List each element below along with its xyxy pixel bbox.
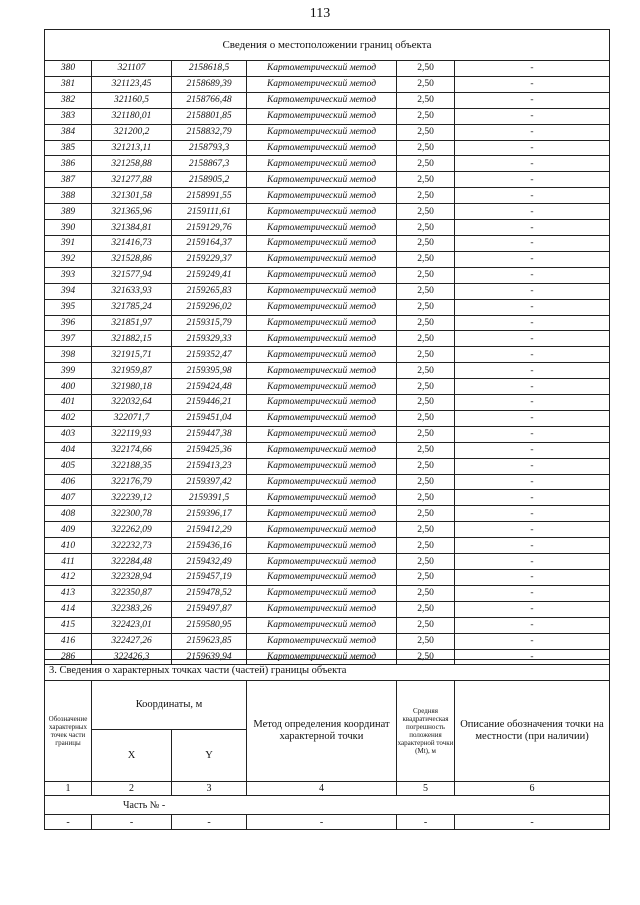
table-row — [45, 570, 610, 586]
description: - — [455, 506, 610, 522]
table-row — [45, 363, 610, 379]
coord-x: 322071,7 — [92, 410, 172, 426]
precision: 2,50 — [397, 331, 455, 347]
method: Картометрический метод — [247, 426, 397, 442]
method: Картометрический метод — [247, 363, 397, 379]
method: Картометрический метод — [247, 267, 397, 283]
point-number: 389 — [45, 204, 92, 220]
precision: 2,50 — [397, 299, 455, 315]
point-number: 384 — [45, 124, 92, 140]
point-number: 402 — [45, 410, 92, 426]
table-row — [45, 410, 610, 426]
coord-y: 2159446,21 — [172, 395, 247, 411]
precision: 2,50 — [397, 363, 455, 379]
coord-x: 321200,2 — [92, 124, 172, 140]
method: Картометрический метод — [247, 124, 397, 140]
coord-y: 2159315,79 — [172, 315, 247, 331]
table-row — [45, 331, 610, 347]
precision: 2,50 — [397, 601, 455, 617]
point-number: 398 — [45, 347, 92, 363]
coord-x: 321882,15 — [92, 331, 172, 347]
part-points-table — [44, 659, 610, 830]
coord-y: 2159478,52 — [172, 585, 247, 601]
point-number: 394 — [45, 283, 92, 299]
method: Картометрический метод — [247, 601, 397, 617]
coord-x: 321258,88 — [92, 156, 172, 172]
col-number: 5 — [397, 782, 455, 796]
point-number: 399 — [45, 363, 92, 379]
table-row — [45, 601, 610, 617]
method: Картометрический метод — [247, 410, 397, 426]
method: Картометрический метод — [247, 347, 397, 363]
coord-x: 321301,58 — [92, 188, 172, 204]
description: - — [455, 426, 610, 442]
col-number: 3 — [172, 782, 247, 796]
precision: 2,50 — [397, 92, 455, 108]
method: Картометрический метод — [247, 585, 397, 601]
precision: 2,50 — [397, 172, 455, 188]
point-number: 409 — [45, 522, 92, 538]
point-number: 401 — [45, 395, 92, 411]
coord-x: 321915,71 — [92, 347, 172, 363]
coord-x: 322188,35 — [92, 458, 172, 474]
coord-y: 2159412,29 — [172, 522, 247, 538]
table-row — [45, 61, 610, 77]
table-row — [45, 585, 610, 601]
precision: 2,50 — [397, 570, 455, 586]
coord-x: 321959,87 — [92, 363, 172, 379]
coord-x: 321384,81 — [92, 220, 172, 236]
coord-y: 2159424,48 — [172, 379, 247, 395]
method: Картометрический метод — [247, 220, 397, 236]
table-row — [45, 442, 610, 458]
method: Картометрический метод — [247, 522, 397, 538]
coord-x: 322239,12 — [92, 490, 172, 506]
coord-y: 2159623,85 — [172, 633, 247, 649]
table-row — [45, 379, 610, 395]
method: Картометрический метод — [247, 188, 397, 204]
coord-y: 2159639,94 — [172, 649, 247, 665]
table-row — [45, 188, 610, 204]
coord-x: 321180,01 — [92, 108, 172, 124]
precision: 2,50 — [397, 538, 455, 554]
table-row — [45, 490, 610, 506]
coord-y: 2159352,47 — [172, 347, 247, 363]
empty-cell: - — [247, 815, 397, 830]
coord-y: 2159457,19 — [172, 570, 247, 586]
x-header: X — [92, 730, 172, 782]
point-number: 392 — [45, 251, 92, 267]
col-number: 4 — [247, 782, 397, 796]
description: - — [455, 140, 610, 156]
point-number: 381 — [45, 76, 92, 92]
precision: 2,50 — [397, 474, 455, 490]
point-number: 406 — [45, 474, 92, 490]
method: Картометрический метод — [247, 474, 397, 490]
point-number: 397 — [45, 331, 92, 347]
point-number: 387 — [45, 172, 92, 188]
section-title: Сведения о местоположении границ объекта — [45, 30, 610, 61]
empty-cell: - — [172, 815, 247, 830]
coord-y: 2159249,41 — [172, 267, 247, 283]
coord-y: 2159397,42 — [172, 474, 247, 490]
point-number: 410 — [45, 538, 92, 554]
precision-header: Средняя квадратическая погрешность положения характерной точки (Мt), м — [397, 681, 455, 782]
coord-x: 322032,64 — [92, 395, 172, 411]
table-row — [45, 124, 610, 140]
description: - — [455, 283, 610, 299]
precision: 2,50 — [397, 585, 455, 601]
coord-x: 322300,78 — [92, 506, 172, 522]
part-label: Часть № - — [45, 796, 610, 815]
description: - — [455, 76, 610, 92]
table-row — [45, 426, 610, 442]
point-number: 407 — [45, 490, 92, 506]
coord-y: 2159432,49 — [172, 554, 247, 570]
precision: 2,50 — [397, 649, 455, 665]
table-row — [45, 172, 610, 188]
method: Картометрический метод — [247, 92, 397, 108]
description: - — [455, 585, 610, 601]
description: - — [455, 570, 610, 586]
coord-y: 2159497,87 — [172, 601, 247, 617]
coord-x: 322350,87 — [92, 585, 172, 601]
page-number: 113 — [309, 6, 331, 21]
description: - — [455, 299, 610, 315]
table-row — [45, 108, 610, 124]
method: Картометрический метод — [247, 204, 397, 220]
coord-y: 2159296,02 — [172, 299, 247, 315]
coord-y: 2159580,95 — [172, 617, 247, 633]
description: - — [455, 633, 610, 649]
method: Картометрический метод — [247, 251, 397, 267]
description: - — [455, 649, 610, 665]
coord-x: 322427,26 — [92, 633, 172, 649]
coord-x: 321213,11 — [92, 140, 172, 156]
table-row — [45, 506, 610, 522]
coord-y: 2159396,17 — [172, 506, 247, 522]
col-number: 6 — [455, 782, 610, 796]
table-row — [45, 617, 610, 633]
method: Картометрический метод — [247, 649, 397, 665]
table-row — [45, 633, 610, 649]
coord-y: 2159436,16 — [172, 538, 247, 554]
coord-x: 322383,26 — [92, 601, 172, 617]
description: - — [455, 347, 610, 363]
coord-x: 322328,94 — [92, 570, 172, 586]
precision: 2,50 — [397, 267, 455, 283]
precision: 2,50 — [397, 379, 455, 395]
table-row — [45, 156, 610, 172]
coord-y: 2159111,61 — [172, 204, 247, 220]
description: - — [455, 410, 610, 426]
point-number: 412 — [45, 570, 92, 586]
precision: 2,50 — [397, 220, 455, 236]
point-number: 383 — [45, 108, 92, 124]
table-row — [45, 522, 610, 538]
point-number: 382 — [45, 92, 92, 108]
description: - — [455, 601, 610, 617]
method: Картометрический метод — [247, 315, 397, 331]
description: - — [455, 554, 610, 570]
coord-y: 2159395,98 — [172, 363, 247, 379]
coord-y: 2159413,23 — [172, 458, 247, 474]
table-row — [45, 538, 610, 554]
method: Картометрический метод — [247, 458, 397, 474]
precision: 2,50 — [397, 76, 455, 92]
coord-y: 2158618,5 — [172, 61, 247, 77]
table-row — [45, 204, 610, 220]
description: - — [455, 458, 610, 474]
description-header: Описание обозначения точки на местности (при наличии) — [455, 681, 610, 782]
method: Картометрический метод — [247, 140, 397, 156]
point-number: 388 — [45, 188, 92, 204]
description: - — [455, 617, 610, 633]
empty-cell: - — [92, 815, 172, 830]
point-number: 408 — [45, 506, 92, 522]
precision: 2,50 — [397, 522, 455, 538]
coord-x: 321107 — [92, 61, 172, 77]
description: - — [455, 442, 610, 458]
coord-x: 321633,93 — [92, 283, 172, 299]
coord-x: 322284,48 — [92, 554, 172, 570]
description: - — [455, 92, 610, 108]
description: - — [455, 538, 610, 554]
point-number: 413 — [45, 585, 92, 601]
method-header: Метод определения координат характерной точки — [247, 681, 397, 782]
description: - — [455, 474, 610, 490]
description: - — [455, 220, 610, 236]
coord-y: 2159229,37 — [172, 251, 247, 267]
coord-y: 2158991,55 — [172, 188, 247, 204]
point-number: 385 — [45, 140, 92, 156]
coord-x: 322232,73 — [92, 538, 172, 554]
coord-x: 322262,09 — [92, 522, 172, 538]
method: Картометрический метод — [247, 108, 397, 124]
precision: 2,50 — [397, 156, 455, 172]
precision: 2,50 — [397, 204, 455, 220]
method: Картометрический метод — [247, 633, 397, 649]
coord-y: 2159451,04 — [172, 410, 247, 426]
point-number: 380 — [45, 61, 92, 77]
coord-y: 2159391,5 — [172, 490, 247, 506]
coord-y: 2158905,2 — [172, 172, 247, 188]
table-row — [45, 299, 610, 315]
empty-cell: - — [455, 815, 610, 830]
description: - — [455, 124, 610, 140]
description: - — [455, 522, 610, 538]
description: - — [455, 235, 610, 251]
point-number: 393 — [45, 267, 92, 283]
precision: 2,50 — [397, 426, 455, 442]
method: Картометрический метод — [247, 283, 397, 299]
method: Картометрический метод — [247, 506, 397, 522]
col-number: 2 — [92, 782, 172, 796]
precision: 2,50 — [397, 633, 455, 649]
description: - — [455, 363, 610, 379]
method: Картометрический метод — [247, 156, 397, 172]
point-number: 403 — [45, 426, 92, 442]
table-row — [45, 283, 610, 299]
precision: 2,50 — [397, 506, 455, 522]
point-number: 395 — [45, 299, 92, 315]
method: Картометрический метод — [247, 331, 397, 347]
table-row — [45, 251, 610, 267]
part3-title: 3. Сведения о характерных точках части (частей) границы объекта — [45, 660, 610, 681]
precision: 2,50 — [397, 395, 455, 411]
point-number: 390 — [45, 220, 92, 236]
coord-y: 2158793,3 — [172, 140, 247, 156]
coord-y: 2159329,33 — [172, 331, 247, 347]
precision: 2,50 — [397, 251, 455, 267]
description: - — [455, 379, 610, 395]
method: Картометрический метод — [247, 76, 397, 92]
method: Картометрический метод — [247, 395, 397, 411]
col-number: 1 — [45, 782, 92, 796]
description: - — [455, 331, 610, 347]
method: Картометрический метод — [247, 490, 397, 506]
coord-y: 2158766,48 — [172, 92, 247, 108]
description: - — [455, 156, 610, 172]
precision: 2,50 — [397, 617, 455, 633]
point-number: 415 — [45, 617, 92, 633]
precision: 2,50 — [397, 283, 455, 299]
table-row — [45, 347, 610, 363]
coord-y: 2158867,3 — [172, 156, 247, 172]
method: Картометрический метод — [247, 299, 397, 315]
empty-cell: - — [45, 815, 92, 830]
point-number: 411 — [45, 554, 92, 570]
description: - — [455, 395, 610, 411]
coord-y: 2159164,37 — [172, 235, 247, 251]
precision: 2,50 — [397, 410, 455, 426]
precision: 2,50 — [397, 235, 455, 251]
precision: 2,50 — [397, 490, 455, 506]
coord-x: 321851,97 — [92, 315, 172, 331]
coord-y: 2158801,85 — [172, 108, 247, 124]
coord-y: 2158689,39 — [172, 76, 247, 92]
table-row — [45, 92, 610, 108]
y-header: Y — [172, 730, 247, 782]
empty-cell: - — [397, 815, 455, 830]
table-row — [45, 474, 610, 490]
coord-x: 322176,79 — [92, 474, 172, 490]
description: - — [455, 490, 610, 506]
precision: 2,50 — [397, 61, 455, 77]
point-number: 404 — [45, 442, 92, 458]
point-number: 396 — [45, 315, 92, 331]
description: - — [455, 267, 610, 283]
coord-x: 321577,94 — [92, 267, 172, 283]
point-number: 386 — [45, 156, 92, 172]
point-number: 414 — [45, 601, 92, 617]
coord-x: 322426,3 — [92, 649, 172, 665]
method: Картометрический метод — [247, 172, 397, 188]
coord-y: 2158832,79 — [172, 124, 247, 140]
coord-x: 321365,96 — [92, 204, 172, 220]
precision: 2,50 — [397, 108, 455, 124]
precision: 2,50 — [397, 140, 455, 156]
method: Картометрический метод — [247, 538, 397, 554]
coordinates-header: Координаты, м — [92, 681, 247, 730]
coord-y: 2159447,38 — [172, 426, 247, 442]
coord-x: 321160,5 — [92, 92, 172, 108]
method: Картометрический метод — [247, 554, 397, 570]
description: - — [455, 172, 610, 188]
precision: 2,50 — [397, 458, 455, 474]
method: Картометрический метод — [247, 617, 397, 633]
table-row — [45, 235, 610, 251]
point-number: 400 — [45, 379, 92, 395]
method: Картометрический метод — [247, 379, 397, 395]
table-row — [45, 458, 610, 474]
description: - — [455, 188, 610, 204]
point-number: 405 — [45, 458, 92, 474]
precision: 2,50 — [397, 347, 455, 363]
point-number: 286 — [45, 649, 92, 665]
coord-y: 2159265,83 — [172, 283, 247, 299]
table-row — [45, 554, 610, 570]
description: - — [455, 315, 610, 331]
point-number: 391 — [45, 235, 92, 251]
description: - — [455, 61, 610, 77]
coord-x: 321277,88 — [92, 172, 172, 188]
precision: 2,50 — [397, 315, 455, 331]
coord-x: 322174,66 — [92, 442, 172, 458]
precision: 2,50 — [397, 554, 455, 570]
coord-x: 321123,45 — [92, 76, 172, 92]
precision: 2,50 — [397, 442, 455, 458]
precision: 2,50 — [397, 124, 455, 140]
precision: 2,50 — [397, 188, 455, 204]
designation-header: Обозначение характерных точек части границы — [45, 681, 92, 782]
coord-x: 321416,73 — [92, 235, 172, 251]
coord-x: 321528,86 — [92, 251, 172, 267]
coord-x: 321785,24 — [92, 299, 172, 315]
coord-y: 2159425,36 — [172, 442, 247, 458]
table-row — [45, 76, 610, 92]
coord-x: 322119,93 — [92, 426, 172, 442]
description: - — [455, 108, 610, 124]
description: - — [455, 204, 610, 220]
coord-x: 321980,18 — [92, 379, 172, 395]
method: Картометрический метод — [247, 235, 397, 251]
boundary-points-table — [44, 29, 610, 665]
method: Картометрический метод — [247, 442, 397, 458]
point-number: 416 — [45, 633, 92, 649]
coord-y: 2159129,76 — [172, 220, 247, 236]
method: Картометрический метод — [247, 61, 397, 77]
method: Картометрический метод — [247, 570, 397, 586]
table-row — [45, 315, 610, 331]
table-row — [45, 267, 610, 283]
table-row — [45, 395, 610, 411]
table-row — [45, 140, 610, 156]
coord-x: 322423,01 — [92, 617, 172, 633]
table-row — [45, 220, 610, 236]
description: - — [455, 251, 610, 267]
